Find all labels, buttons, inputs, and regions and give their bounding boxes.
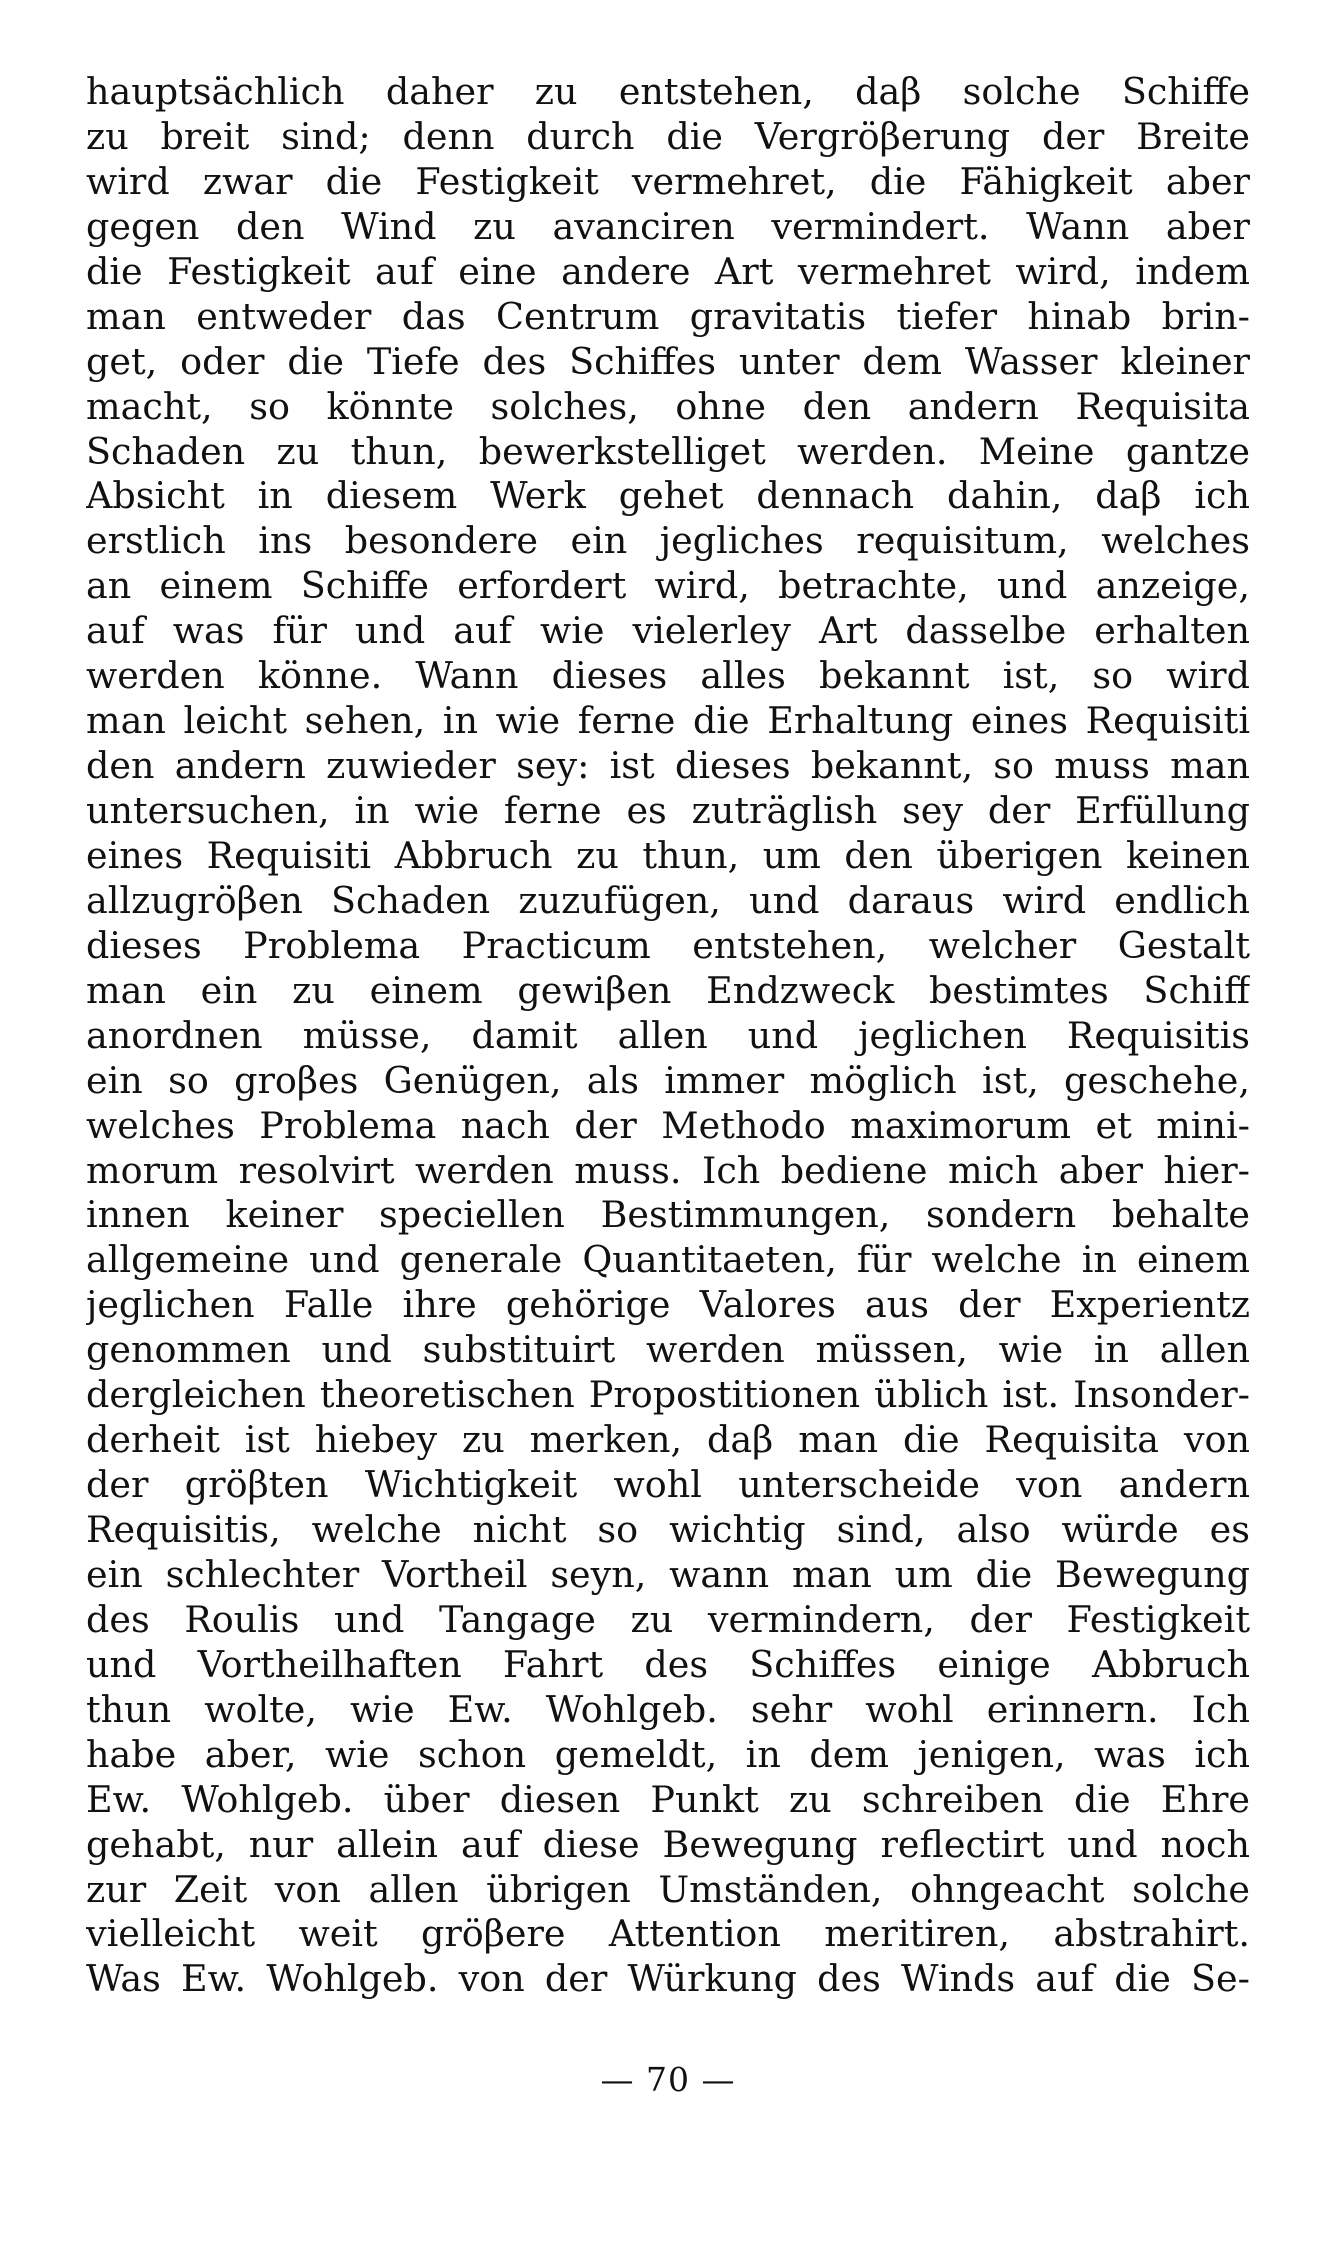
text-line: und Vortheilhaften Fahrt des Schiffes einige Abbruch: [86, 1642, 1250, 1686]
body-text: [86, 70, 1250, 2002]
text-line: der gröβten Wichtigkeit wohl unterscheide von andern: [86, 1463, 1250, 1507]
text-line: Requisitis, welche nicht so wichtig sind, also würde es: [86, 1508, 1250, 1551]
text-line: zur Zeit von allen übrigen Umständen, ohngeacht solche: [86, 1867, 1250, 1911]
text-line: morum resolvirt werden muss. Ich bediene mich aber hier-: [86, 1148, 1250, 1192]
text-line: vielleicht weit gröβere Attention meritiren, abstrahirt.: [86, 1912, 1250, 1956]
text-line: werden könne. Wann dieses alles bekannt ist, so wird: [86, 654, 1250, 698]
text-line: habe aber, wie schon gemeldt, in dem jenigen, was ich: [86, 1732, 1250, 1776]
text-line: wird zwar die Festigkeit vermehret, die Fähigkeit aber: [86, 159, 1250, 203]
text-line: ein so groβes Genügen, als immer möglich ist, geschehe,: [86, 1058, 1250, 1102]
text-line: gegen den Wind zu avanciren vermindert. Wann aber: [86, 204, 1250, 248]
text-line: zu breit sind; denn durch die Vergröβerung der Breite: [86, 114, 1250, 158]
text-line: hauptsächlich daher zu entstehen, daβ solche Schiffe: [86, 70, 1250, 113]
text-line: welches Problema nach der Methodo maximorum et mini-: [86, 1103, 1250, 1147]
text-line: gehabt, nur allein auf diese Bewegung reflectirt und noch: [86, 1822, 1250, 1866]
text-line: untersuchen, in wie ferne es zuträglish sey der Erfüllung: [86, 789, 1250, 832]
text-line: genommen und substituirt werden müssen, wie in allen: [86, 1328, 1250, 1372]
text-line: jeglichen Falle ihre gehörige Valores aus der Experientz: [86, 1283, 1250, 1327]
text-line: dergleichen theoretischen Propostitionen üblich ist. Insonder-: [86, 1373, 1250, 1417]
text-line: get, oder die Tiefe des Schiffes unter dem Wasser kleiner: [86, 339, 1250, 383]
text-line: Ew. Wohlgeb. über diesen Punkt zu schreiben die Ehre: [86, 1777, 1250, 1821]
text-line: man leicht sehen, in wie ferne die Erhaltung eines Requisiti: [86, 699, 1250, 743]
text-line: den andern zuwieder sey: ist dieses bekannt, so muss man: [86, 744, 1250, 788]
text-line: Schaden zu thun, bewerkstelliget werden. Meine gantze: [86, 429, 1250, 473]
text-line: erstlich ins besondere ein jegliches requisitum, welches: [86, 519, 1250, 563]
text-line: ein schlechter Vortheil seyn, wann man um die Bewegung: [86, 1552, 1250, 1596]
text-line: an einem Schiffe erfordert wird, betrachte, und anzeige,: [86, 564, 1250, 608]
text-line: anordnen müsse, damit allen und jeglichen Requisitis: [86, 1013, 1250, 1057]
text-line: innen keiner speciellen Bestimmungen, sondern behalte: [86, 1193, 1250, 1237]
text-line: man ein zu einem gewiβen Endzweck bestimtes Schiff: [86, 968, 1250, 1012]
text-line: des Roulis und Tangage zu vermindern, der Festigkeit: [86, 1597, 1250, 1641]
page-number: — 70 —: [600, 2060, 736, 2099]
text-line: allgemeine und generale Quantitaeten, für welche in einem: [86, 1238, 1250, 1282]
text-line: dieses Problema Practicum entstehen, welcher Gestalt: [86, 923, 1250, 967]
text-line: auf was für und auf wie vielerley Art dasselbe erhalten: [86, 609, 1250, 653]
text-line: Absicht in diesem Werk gehet dennach dahin, daβ ich: [86, 474, 1250, 518]
text-line: die Festigkeit auf eine andere Art vermehret wird, indem: [86, 249, 1250, 293]
text-line: Was Ew. Wohlgeb. von der Würkung des Winds auf die Se-: [86, 1957, 1250, 2001]
text-line: eines Requisiti Abbruch zu thun, um den überigen keinen: [86, 833, 1250, 877]
text-line: man entweder das Centrum gravitatis tiefer hinab brin-: [86, 294, 1250, 338]
text-line: allzugröβen Schaden zuzufügen, und daraus wird endlich: [86, 878, 1250, 922]
text-line: derheit ist hiebey zu merken, daβ man die Requisita von: [86, 1418, 1250, 1462]
text-line: macht, so könnte solches, ohne den andern Requisita: [86, 384, 1250, 428]
text-line: thun wolte, wie Ew. Wohlgeb. sehr wohl erinnern. Ich: [86, 1687, 1250, 1731]
